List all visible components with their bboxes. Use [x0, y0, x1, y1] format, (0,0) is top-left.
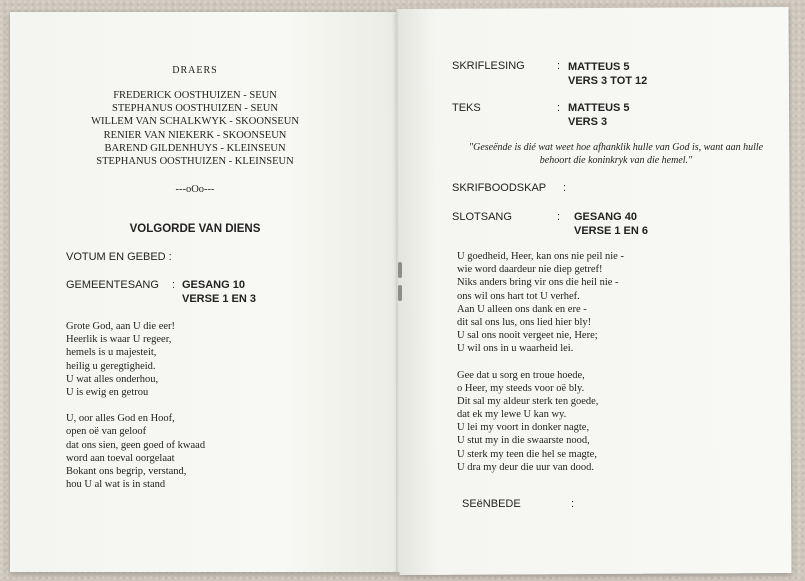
- slotsang-line: VERSE 1 EN 6: [574, 225, 648, 237]
- hymn-line: Niks anders bring vir ons die heil nie -: [457, 277, 619, 289]
- draer-item: FREDERICK OOSTHUIZEN - SEUN: [113, 90, 277, 101]
- draers-title: DRAERS: [172, 65, 218, 76]
- skriflesing-colon: :: [557, 60, 561, 72]
- hymn-line: ons wil ons hart tot U verhef.: [457, 290, 580, 302]
- slotsang-line: GESANG 40: [574, 211, 637, 223]
- hymn-line: Bokant ons begrip, verstand,: [66, 465, 187, 477]
- hymn-stanza: [457, 369, 624, 475]
- staple-icon: [398, 285, 402, 301]
- skriflesing-label: SKRIFLESING: [452, 60, 525, 72]
- hymn-stanza: [66, 412, 205, 491]
- draers-list: [60, 89, 330, 168]
- hymn-line: hemels is u majesteit,: [66, 347, 157, 359]
- hymn-line: o Heer, my steeds voor oë bly.: [457, 382, 585, 394]
- hymn-line: U is ewig en getrou: [66, 386, 149, 398]
- slotsang-label: SLOTSANG: [452, 211, 512, 223]
- skrifboodskap-colon: :: [563, 182, 567, 194]
- gemeentesang-line: VERSE 1 EN 3: [182, 293, 256, 305]
- gemeentesang-value: [182, 278, 256, 306]
- draer-item: STEPHANUS OOSTHUIZEN - SEUN: [112, 103, 278, 115]
- gemeentesang-line: GESANG 10: [182, 279, 245, 291]
- slotsang-colon: :: [557, 211, 561, 223]
- hymn-line: U goedheid, Heer, kan ons nie peil nie -: [457, 251, 624, 262]
- teks-label: TEKS: [452, 102, 481, 114]
- order-of-service-heading: VOLGORDE VAN DIENS: [129, 223, 261, 235]
- draer-item: RENIER VAN NIEKERK - SKOONSEUN: [103, 129, 287, 141]
- hymn-line: dit sal ons lus, ons lied hier bly!: [457, 316, 592, 328]
- slotsang-value: [574, 210, 648, 238]
- separator: ---oOo---: [175, 184, 215, 195]
- hymn-stanza: [457, 250, 624, 356]
- hymn-text-left: [66, 320, 205, 504]
- scripture-quote: "Geseënde is dié wat weet hoe afhanklik hulle van God is, want aan hulle behoort die koninkryk van die hemel.": [468, 142, 764, 166]
- hymn-line: U wil ons in u waarheid lei.: [457, 343, 574, 355]
- hymn-line: U, oor alles God en Hoof,: [66, 413, 175, 425]
- hymn-line: wie word daardeur nie diep getref!: [457, 264, 603, 276]
- hymn-line: heilig u geregtigheid.: [66, 360, 156, 372]
- seenbede-label: SEëNBEDE: [462, 498, 521, 510]
- hymn-line: dat ek my lewe U kan wy.: [457, 409, 567, 421]
- skriflesing-value: [568, 60, 647, 88]
- gemeentesang-colon: :: [172, 279, 176, 291]
- hymn-line: hou U al wat is in stand: [66, 479, 166, 491]
- hymn-line: dat ons sien, geen goed of kwaad: [66, 439, 206, 451]
- skriflesing-line: VERS 3 TOT 12: [568, 75, 648, 87]
- teks-colon: :: [557, 102, 561, 114]
- draer-item: STEPHANUS OOSTHUIZEN - KLEINSEUN: [96, 156, 294, 168]
- hymn-line: U stut my in die swaarste nood,: [457, 435, 590, 447]
- hymn-stanza: [66, 320, 205, 399]
- staple-icon: [398, 262, 402, 278]
- draer-item: BAREND GILDENHUYS - KLEINSEUN: [104, 142, 286, 154]
- hymn-line: U lei my voort in donker nagte,: [457, 422, 590, 434]
- hymn-line: Dit sal my aldeur sterk ten goede,: [457, 395, 599, 407]
- skriflesing-line: MATTEUS 5: [568, 61, 630, 73]
- skrifboodskap-label: SKRIFBOODSKAP: [452, 182, 547, 194]
- hymn-line: U wat alles onderhou,: [66, 373, 159, 385]
- hymn-line: Aan U alleen ons dank en ere -: [457, 303, 587, 315]
- votum-label: VOTUM EN GEBED :: [66, 251, 172, 263]
- teks-line: MATTEUS 5: [568, 102, 630, 114]
- hymn-line: Grote God, aan U die eer!: [66, 321, 176, 332]
- teks-value: [568, 101, 630, 129]
- seenbede-colon: :: [571, 498, 575, 510]
- hymn-line: U sterk my teen die hel se magte,: [457, 448, 597, 460]
- teks-line: VERS 3: [568, 116, 608, 128]
- hymn-text-right: [457, 250, 624, 487]
- hymn-line: Gee dat u sorg en troue hoede,: [457, 369, 585, 381]
- hymn-line: U sal ons nooit vergeet nie, Here;: [457, 330, 598, 342]
- gemeentesang-label: GEMEENTESANG: [66, 279, 159, 291]
- hymn-line: word aan toeval oorgelaat: [66, 452, 175, 464]
- draer-item: WILLEM VAN SCHALKWYK - SKOONSEUN: [91, 116, 299, 128]
- hymn-line: U dra my deur die uur van dood.: [457, 461, 595, 473]
- hymn-line: Heerlik is waar U regeer,: [66, 334, 172, 346]
- hymn-line: open oë van geloof: [66, 426, 147, 438]
